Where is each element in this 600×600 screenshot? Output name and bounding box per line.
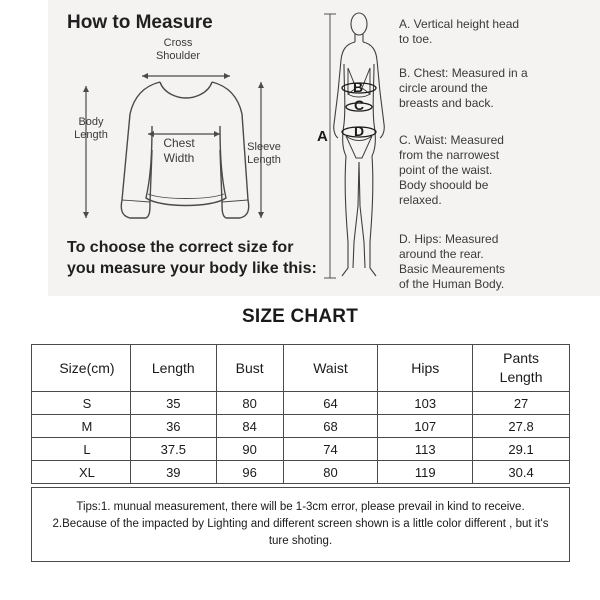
figure-letter-a: A [317, 128, 328, 145]
table-cell: 74 [283, 438, 378, 461]
how-to-measure-title: How to Measure [67, 12, 213, 33]
table-cell: 64 [283, 392, 378, 415]
table-cell: 36 [130, 415, 216, 438]
table-cell: 30.4 [473, 461, 570, 484]
table-row [32, 438, 570, 461]
figure-letter-d: D [354, 123, 365, 139]
tip-line-1: Tips:1. munual measurement, there will be 1-3cm error, please prevail in kind to receive. [76, 501, 525, 513]
table-cell: 27 [473, 392, 570, 415]
tip-line-2: 2.Because of the impacted by Lighting and different screen shown is a little color different , but it's [52, 518, 549, 530]
table-row [32, 461, 570, 484]
table-cell: 113 [378, 438, 473, 461]
table-cell: 37.5 [130, 438, 216, 461]
table-cell: 68 [283, 415, 378, 438]
header-cell-waist: Waist [283, 345, 378, 392]
tips-box [31, 487, 570, 562]
sleeve-length-label: Sleeve Length [247, 141, 281, 166]
figure-letter-b: B [353, 79, 364, 95]
table-cell: 35 [130, 392, 216, 415]
table-row [32, 415, 570, 438]
cross-shoulder-label: Cross Shoulder [155, 37, 201, 62]
size-chart-title: SIZE CHART [242, 306, 358, 327]
size-chart-table [31, 344, 570, 484]
table-cell: 80 [283, 461, 378, 484]
figure-letter-c: C [354, 97, 365, 113]
table-cell: L [32, 438, 131, 461]
description-b: B. Chest: Measured in a circle around the breasts and back. [399, 66, 528, 110]
body-figure-diagram [318, 6, 392, 288]
tip-line-3: ture shoting. [268, 535, 333, 547]
header-cell-size: Size(cm) [32, 345, 131, 392]
table-row [32, 392, 570, 415]
description-d: D. Hips: Measured around the rear. Basic Meaurements of the Human Body. [399, 232, 506, 291]
table-cell: 29.1 [473, 438, 570, 461]
table-cell: M [32, 415, 131, 438]
table-cell: 103 [378, 392, 473, 415]
header-cell-length: Length [130, 345, 216, 392]
pants-length-label: Length [499, 369, 543, 385]
pants-label: Pants [503, 350, 539, 366]
table-cell: 80 [216, 392, 283, 415]
table-cell: XL [32, 461, 131, 484]
description-c: C. Waist: Measured from the narrowest point of the waist. Body shoould be relaxed. [399, 133, 504, 207]
table-cell: 90 [216, 438, 283, 461]
description-a: A. Vertical height head to toe. [399, 17, 520, 46]
header-cell-bust: Bust [216, 345, 283, 392]
table-cell: 84 [216, 415, 283, 438]
chest-width-label: Chest Width [163, 136, 195, 165]
instruction-text: To choose the correct size for you measure your body like this: [67, 239, 317, 277]
table-cell: 96 [216, 461, 283, 484]
table-cell: S [32, 392, 131, 415]
table-cell: 39 [130, 461, 216, 484]
table-header-row [32, 345, 570, 392]
body-length-label: Body Length [74, 116, 108, 141]
table-cell: 27.8 [473, 415, 570, 438]
header-cell-hips: Hips [378, 345, 473, 392]
table-cell: 119 [378, 461, 473, 484]
header-cell-pants-length [473, 345, 570, 392]
table-cell: 107 [378, 415, 473, 438]
